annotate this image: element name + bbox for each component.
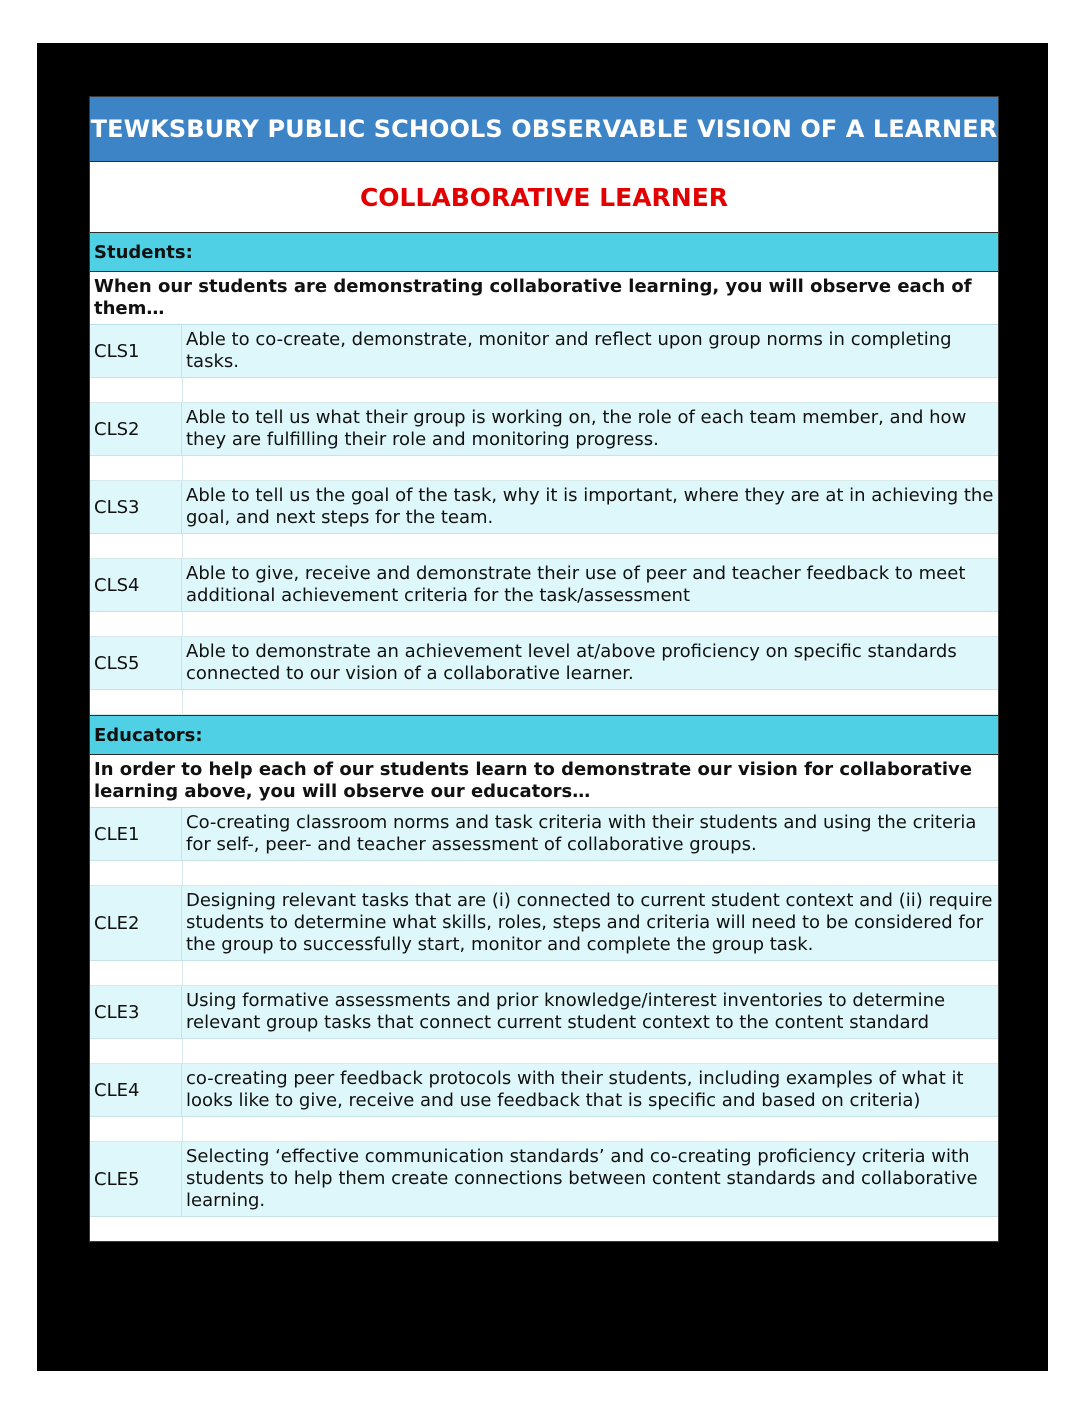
row-description: Able to tell us the goal of the task, why it is important, where they are at in achieving the goal, and next steps for the team. xyxy=(186,485,994,528)
row-code: CLS5 xyxy=(90,637,182,689)
document-title: TEWKSBURY PUBLIC SCHOOLS OBSERVABLE VISION OF A LEARNER xyxy=(90,97,998,162)
row-description: Able to tell us what their group is working on, the role of each team member, and how they are fulfilling their role and monitoring progress. xyxy=(186,407,967,450)
spacer-row xyxy=(90,1117,998,1142)
spacer-row xyxy=(90,861,998,886)
row-code: CLS2 xyxy=(90,403,182,455)
row-code: CLE1 xyxy=(90,808,182,860)
table-row xyxy=(90,559,998,612)
row-description: co-creating peer feedback protocols with their students, including examples of what it looks like to give, receive and use feedback that is specific and based on criteria) xyxy=(186,1068,964,1111)
educators-heading: Educators: xyxy=(90,715,998,755)
row-description: Able to co-create, demonstrate, monitor and reflect upon group norms in completing tasks. xyxy=(186,329,952,372)
spacer-row xyxy=(90,612,998,637)
table-row xyxy=(90,1064,998,1117)
row-code: CLS4 xyxy=(90,559,182,611)
spacer-row xyxy=(90,534,998,559)
row-code: CLE3 xyxy=(90,986,182,1038)
row-code: CLS1 xyxy=(90,325,182,377)
table-row xyxy=(90,325,998,378)
table-row xyxy=(90,481,998,534)
row-description: Able to demonstrate an achievement level at/above proficiency on specific standards connected to our vision of a collaborative learner. xyxy=(186,641,957,684)
row-code: CLE2 xyxy=(90,886,182,960)
row-code: CLE4 xyxy=(90,1064,182,1116)
table-row xyxy=(90,886,998,961)
table-row xyxy=(90,986,998,1039)
row-description: Co-creating classroom norms and task criteria with their students and using the criteria for self-, peer- and teacher assessment of collaborative groups. xyxy=(186,812,977,855)
spacer-row xyxy=(90,456,998,481)
row-code: CLE5 xyxy=(90,1142,182,1216)
table-row xyxy=(90,637,998,690)
students-intro: When our students are demonstrating collaborative learning, you will observe each of them… xyxy=(90,272,998,325)
spacer-row xyxy=(90,1039,998,1064)
spacer-row xyxy=(90,1217,998,1241)
students-heading: Students: xyxy=(90,233,998,272)
document-subtitle: COLLABORATIVE LEARNER xyxy=(90,162,998,233)
document-sheet xyxy=(89,96,999,1242)
row-description: Designing relevant tasks that are (i) connected to current student context and (ii) require students to determine what skills, roles, steps and criteria will need to be considered for the group to successfully start, monitor and complete the group task. xyxy=(186,890,993,955)
row-description: Selecting ‘effective communication standards’ and co-creating proficiency criteria with students to help them create connections between content standards and collaborative learning. xyxy=(186,1146,978,1211)
row-code: CLS3 xyxy=(90,481,182,533)
spacer-row xyxy=(90,961,998,986)
table-row xyxy=(90,403,998,456)
educators-intro: In order to help each of our students learn to demonstrate our vision for collaborative learning above, you will observe our educators… xyxy=(90,755,998,808)
table-row xyxy=(90,1142,998,1217)
row-description: Using formative assessments and prior knowledge/interest inventories to determine relevant group tasks that connect current student context to the content standard xyxy=(186,990,946,1033)
table-row xyxy=(90,808,998,861)
spacer-row xyxy=(90,378,998,403)
spacer-row xyxy=(90,690,998,715)
row-description: Able to give, receive and demonstrate their use of peer and teacher feedback to meet additional achievement criteria for the task/assessment xyxy=(186,563,966,606)
